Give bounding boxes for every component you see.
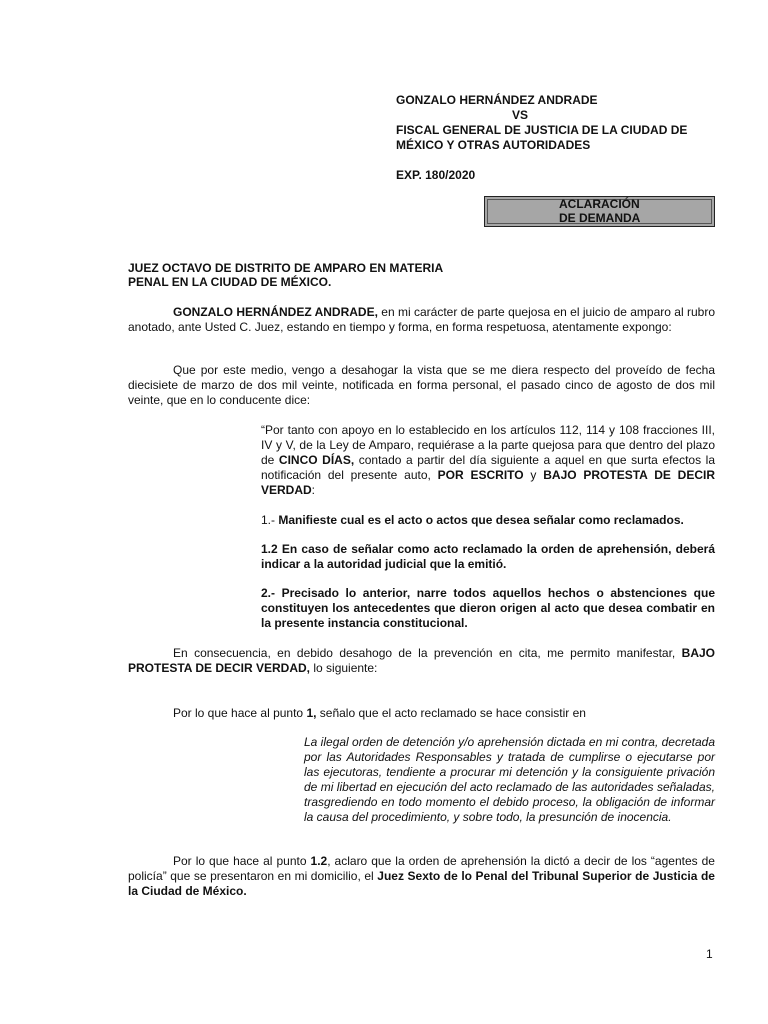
quote-and: y bbox=[523, 468, 544, 482]
paragraph-intro bbox=[128, 305, 715, 335]
point-1-2-intro: Por lo que hace al punto bbox=[173, 854, 311, 868]
paragraph-point-1 bbox=[128, 706, 715, 721]
point-1-2-judge: Juez Sexto de lo Penal del Tribunal Superior de Justicia de la Ciudad de México. bbox=[128, 869, 715, 898]
point-1-number: 1.- bbox=[261, 513, 279, 527]
point-1-2-ref: 1.2 bbox=[310, 854, 328, 868]
quote-point-2: 2.- Precisado lo anterior, narre todos aquellos hechos o abstenciones que constituyen los antecedentes que dieron origen al acto que desea combatir en la presente instancia constitucional. bbox=[261, 586, 715, 630]
document-title-box bbox=[484, 196, 715, 227]
point-1-intro: Por lo que hace al punto bbox=[173, 706, 307, 720]
title-line-1: ACLARACIÓN bbox=[559, 197, 640, 211]
quote-bold-escrito: POR ESCRITO bbox=[437, 468, 524, 482]
quote-point-1 bbox=[261, 513, 715, 528]
consecuencia-text: En consecuencia, en debido desahogo de la prevención en cita, me permito manifestar, bbox=[173, 646, 682, 660]
paragraph-point-1-2 bbox=[128, 854, 715, 899]
versus-label: VS bbox=[512, 108, 529, 122]
quote-requirement bbox=[261, 423, 715, 498]
intro-text: en mi carácter de parte quejosa en el juicio de amparo al rubro anotado, ante Usted C. Juez, estando en tiempo y forma, en forma respetuosa, atentamente expongo: bbox=[128, 305, 715, 334]
consecuencia-bold: BAJO PROTESTA DE DECIR VERDAD, bbox=[128, 646, 715, 675]
case-number: EXP. 180/2020 bbox=[396, 168, 476, 182]
point-1-2-text: , aclaro que la orden de aprehensión la dictó a decir de los “agentes de policía” que se presentaron en mi domicilio, el bbox=[128, 854, 715, 883]
addressee bbox=[128, 261, 488, 289]
point-1-text: Manifieste cual es el acto o actos que desea señalar como reclamados. bbox=[278, 513, 684, 527]
intro-name: GONZALO HERNÁNDEZ ANDRADE, bbox=[173, 305, 378, 319]
addressee-line-2: PENAL EN LA CIUDAD DE MÉXICO. bbox=[128, 275, 332, 289]
point-1-ref: 1, bbox=[306, 706, 317, 720]
page-number: 1 bbox=[706, 947, 713, 961]
paragraph-vista: Que por este medio, vengo a desahogar la vista que se me diera respecto del proveído de fecha diecisiete de marzo de dos mil veinte, notificada en forma personal, el pasado cinco de agosto de dos mil veinte, que en lo conducente dice: bbox=[128, 363, 715, 407]
addressee-line-1: JUEZ OCTAVO DE DISTRITO DE AMPARO EN MATERIA bbox=[128, 261, 444, 275]
quote-text: “Por tanto con apoyo en lo establecido en los artículos 112, 114 y 108 fracciones III, IV y V, de la Ley de Amparo, requiérase a la parte quejosa para que dentro del plazo de bbox=[261, 423, 715, 467]
title-line-2: DE DEMANDA bbox=[559, 211, 641, 225]
quote-point-1-2: 1.2 En caso de señalar como acto reclamado la orden de aprehensión, deberá indicar a la autoridad judicial que la emitió. bbox=[261, 542, 715, 571]
quote-bold-days: CINCO DÍAS, bbox=[278, 453, 355, 467]
italic-quote-act: La ilegal orden de detención y/o aprehensión dictada en mi contra, decretada por las Autoridades Responsables y tratada de cumplirse o ejecutarse por las ejecutoras, tendiente a procurar mi detención y la consiguiente privación de mi libertad en ejecución del acto reclamado de las autoridades señaladas, trasgrediendo en todo momento el debido proceso, la obligación de informar la causa del procedimiento, y sobre todo, la presunción de inocencia. bbox=[304, 735, 715, 824]
consecuencia-end: lo siguiente: bbox=[310, 661, 378, 675]
plaintiff-name: GONZALO HERNÁNDEZ ANDRADE bbox=[396, 93, 598, 107]
quote-text-2: contado a partir del día siguiente a aquel en que surta efectos la notificación del presente auto, bbox=[261, 453, 715, 482]
defendant-line-2: MÉXICO Y OTRAS AUTORIDADES bbox=[396, 138, 591, 152]
paragraph-consecuencia bbox=[128, 646, 715, 676]
quote-colon: : bbox=[311, 483, 316, 497]
point-1-rest: señalo que el acto reclamado se hace consistir en bbox=[316, 706, 586, 720]
case-header bbox=[396, 93, 716, 183]
quote-bold-protesta: BAJO PROTESTA DE DECIR VERDAD bbox=[261, 468, 715, 497]
defendant-line-1: FISCAL GENERAL DE JUSTICIA DE LA CIUDAD DE bbox=[396, 123, 688, 137]
